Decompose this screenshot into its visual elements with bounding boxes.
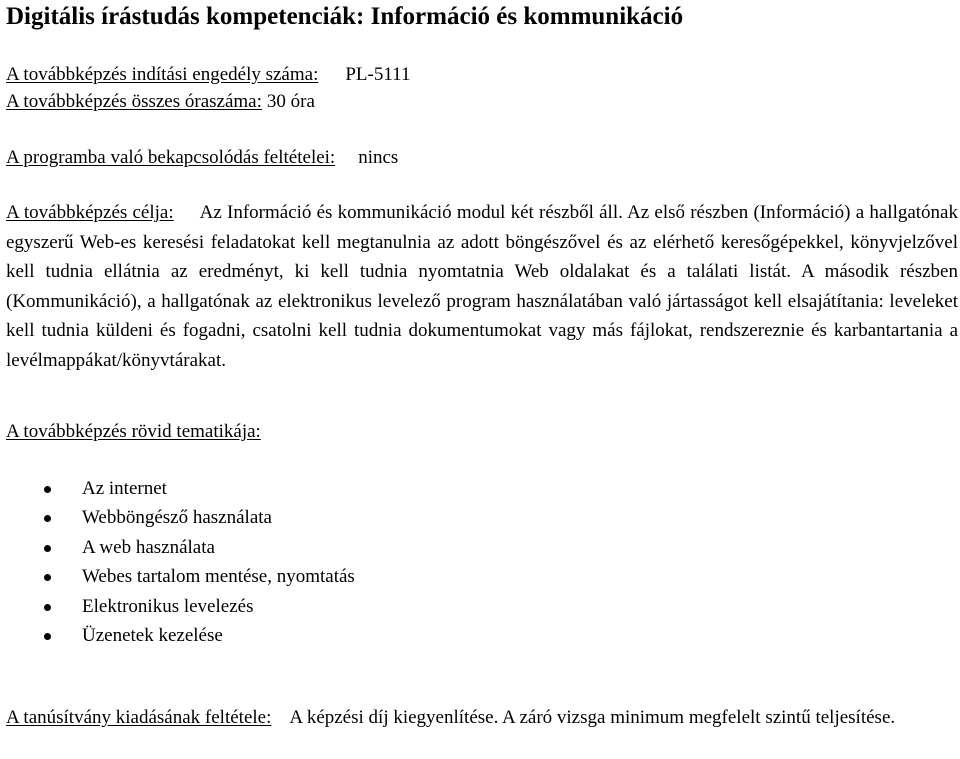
topics-list xyxy=(6,474,355,650)
permit-label: A továbbképzés indítási engedély száma: xyxy=(6,64,319,85)
topic-text: Az internet xyxy=(82,478,167,499)
prerequisites-label: A programba való bekapcsolódás feltételei: xyxy=(6,147,336,168)
bullet-icon xyxy=(44,604,51,611)
permit-row xyxy=(6,60,410,89)
topic-text: A web használata xyxy=(82,536,215,558)
certificate-label: A tanúsítvány kiadásának feltétele: xyxy=(6,707,272,728)
permit-value: PL-5111 xyxy=(345,64,411,85)
topics-label: A továbbképzés rövid tematikája: xyxy=(6,421,261,442)
prerequisites-value: nincs xyxy=(358,147,399,168)
hours-row xyxy=(6,87,315,116)
certificate-text: A képzési díj kiegyenlítése. A záró vizsga minimum megfelelt szintű teljesítése. xyxy=(289,707,896,728)
list-item xyxy=(6,562,355,591)
certificate-paragraph xyxy=(6,703,960,733)
goal-label: A továbbképzés célja: xyxy=(6,202,174,223)
list-item xyxy=(6,621,355,650)
bullet-icon xyxy=(44,633,51,640)
document-title: Digitális írástudás kompetenciák: Információ és kommunikáció xyxy=(6,3,684,30)
bullet-icon xyxy=(44,574,51,581)
topic-text: Üzenetek kezelése xyxy=(82,624,223,646)
hours-label: A továbbképzés összes óraszáma: xyxy=(6,91,262,112)
goal-text: Az Információ és kommunikáció modul két részből áll. Az első részben (Információ) a hallgatónak egyszerű Web-es keresési feladatokat kell megtanulnia az adott böngészővel és az elérhető keresőgépekkel, könyvjelzővel kell tudnia ellátnia az eredményt, ki kell tudnia nyomtatnia Web oldalakat és a találati listát. A második részben (Kommunikáció), a hallgatónak az elektronikus levelező program használatában való jártasságot kell elsajátítania: leveleket kell tudnia küldeni és fogadni, csatolni kell tudnia dokumentumokat vagy más fájlokat, rendszereznie és karbantartania a levélmappákat/könyvtárakat. xyxy=(6,202,958,371)
goal-paragraph xyxy=(6,198,958,375)
topics-heading-row xyxy=(6,417,261,446)
topic-text: Elektronikus levelezés xyxy=(82,595,254,617)
topic-text: Webböngésző használata xyxy=(82,507,272,529)
list-item xyxy=(6,503,355,532)
bullet-icon xyxy=(44,545,51,552)
prerequisites-row xyxy=(6,143,398,172)
list-item xyxy=(6,474,355,503)
list-item xyxy=(6,533,355,562)
topic-text: Webes tartalom mentése, nyomtatás xyxy=(82,566,355,588)
bullet-icon xyxy=(44,486,51,493)
list-item xyxy=(6,592,355,621)
hours-value: 30 óra xyxy=(266,91,315,112)
bullet-icon xyxy=(44,515,51,522)
